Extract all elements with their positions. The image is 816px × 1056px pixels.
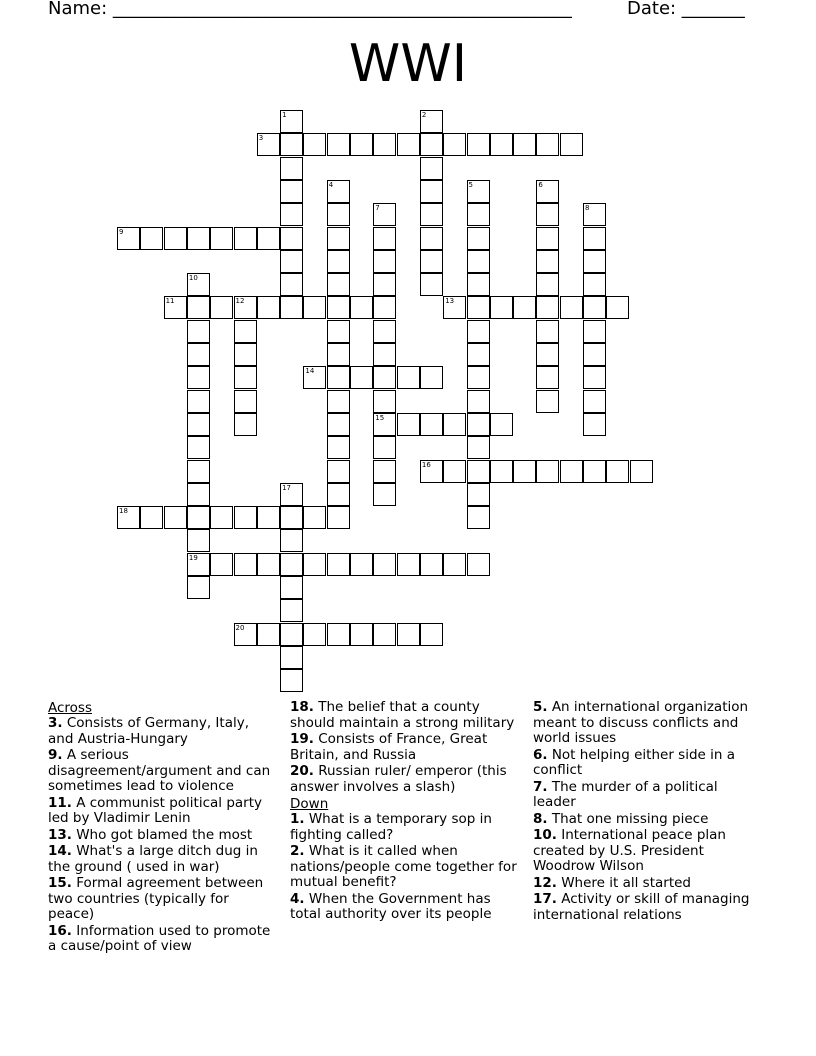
clue-number: 3: [258, 134, 264, 143]
grid-cell[interactable]: [280, 296, 303, 319]
clue-text: International peace plan created by U.S. President Woodrow Wilson: [533, 827, 726, 874]
grid-cell[interactable]: [280, 623, 303, 646]
grid-cell[interactable]: [467, 227, 490, 250]
grid-cell[interactable]: [257, 553, 280, 576]
grid-cell[interactable]: [327, 390, 350, 413]
clue-number: 13: [445, 297, 455, 306]
clue-number: 5.: [533, 699, 548, 715]
grid-cell[interactable]: [583, 296, 606, 319]
grid-cell[interactable]: [373, 366, 396, 389]
grid-cell[interactable]: [280, 553, 303, 576]
clue-number: 15: [375, 413, 385, 422]
grid-cell[interactable]: [257, 227, 280, 250]
grid-cell[interactable]: [280, 227, 303, 250]
grid-cell[interactable]: [234, 343, 257, 366]
grid-cell[interactable]: [280, 576, 303, 599]
grid-cell[interactable]: [187, 436, 210, 459]
grid-cell[interactable]: [443, 553, 466, 576]
clue-number: 4.: [290, 890, 305, 907]
grid-cell[interactable]: [420, 250, 443, 273]
clue-item: [290, 732, 525, 763]
grid-cell[interactable]: [327, 180, 350, 203]
grid-cell[interactable]: [303, 623, 326, 646]
grid-cell[interactable]: [467, 320, 490, 343]
grid-cell[interactable]: [420, 180, 443, 203]
grid-cell[interactable]: [420, 203, 443, 226]
name-field[interactable]: Name: ___________________________________________________: [48, 0, 572, 19]
grid-cell[interactable]: [467, 343, 490, 366]
clue-number: 12: [235, 297, 245, 306]
grid-cell[interactable]: [490, 133, 513, 156]
grid-cell[interactable]: [373, 273, 396, 296]
clue-number: 9.: [48, 747, 63, 763]
clue-item: [290, 700, 525, 731]
clue-number: 13.: [48, 826, 72, 843]
grid-cell[interactable]: [140, 506, 163, 529]
clue-number: 6.: [533, 746, 548, 763]
down-heading: Down: [290, 796, 329, 812]
clue-item: [48, 924, 278, 955]
grid-cell[interactable]: [583, 250, 606, 273]
grid-cell[interactable]: [280, 646, 303, 669]
clue-item: [48, 796, 278, 827]
clue-text: The belief that a county should maintain a strong military: [290, 699, 515, 731]
clue-number: 5: [468, 180, 473, 189]
clue-number: 17.: [533, 891, 557, 907]
grid-cell[interactable]: [187, 366, 210, 389]
grid-cell[interactable]: [536, 250, 559, 273]
grid-cell[interactable]: [164, 506, 187, 529]
grid-cell[interactable]: [327, 296, 350, 319]
grid-cell[interactable]: [536, 133, 559, 156]
grid-cell[interactable]: [187, 227, 210, 250]
grid-cell[interactable]: [373, 623, 396, 646]
clue-number: 20.: [290, 763, 314, 779]
grid-cell[interactable]: [467, 506, 490, 529]
grid-cell[interactable]: [187, 576, 210, 599]
clue-text: Consists of Germany, Italy, and Austria-Hungary: [48, 715, 250, 747]
grid-cell[interactable]: [280, 529, 303, 552]
grid-cell[interactable]: [536, 390, 559, 413]
grid-cell[interactable]: [443, 296, 466, 319]
grid-cell[interactable]: [234, 390, 257, 413]
clue-number: 18: [119, 507, 128, 516]
grid-cell[interactable]: [350, 623, 373, 646]
grid-cell[interactable]: [187, 296, 210, 319]
clue-text: What is a temporary sop in fighting called?: [290, 811, 492, 843]
grid-cell[interactable]: [513, 296, 536, 319]
clues-column-3: [533, 700, 763, 924]
clue-text: Activity or skill of managing international relations: [533, 891, 750, 923]
grid-cell[interactable]: [350, 553, 373, 576]
clue-item: [533, 812, 763, 828]
grid-cell[interactable]: [257, 506, 280, 529]
grid-cell[interactable]: [583, 343, 606, 366]
grid-cell[interactable]: [467, 460, 490, 483]
clue-item: [533, 748, 763, 779]
grid-cell[interactable]: [420, 227, 443, 250]
clue-number: 10: [188, 274, 198, 283]
grid-cell[interactable]: [490, 413, 513, 436]
clue-number: 6: [538, 180, 543, 189]
clue-number: 1: [282, 111, 287, 119]
grid-cell[interactable]: [280, 180, 303, 203]
grid-cell[interactable]: [280, 273, 303, 296]
grid-cell[interactable]: [187, 553, 210, 576]
grid-cell[interactable]: [280, 506, 303, 529]
clues-column-2: [290, 700, 525, 924]
grid-cell[interactable]: [280, 483, 303, 506]
grid-cell[interactable]: [536, 227, 559, 250]
grid-cell[interactable]: [373, 227, 396, 250]
clue-number: 10.: [533, 827, 557, 843]
clue-text: What is it called when nations/people come together for mutual benefit?: [290, 843, 517, 890]
grid-cell[interactable]: [327, 203, 350, 226]
page-title: WWI: [348, 34, 468, 94]
clue-item: [533, 780, 763, 811]
grid-cell[interactable]: [536, 320, 559, 343]
clue-number: 17: [282, 483, 292, 492]
grid-cell[interactable]: [536, 180, 559, 203]
grid-cell[interactable]: [583, 320, 606, 343]
clue-text: Information used to promote a cause/point of view: [48, 922, 271, 954]
grid-cell[interactable]: [373, 436, 396, 459]
grid-cell[interactable]: [350, 366, 373, 389]
grid-cell[interactable]: [397, 553, 420, 576]
clue-number: 19.: [290, 731, 314, 747]
clue-text: Formal agreement between two countries (typically for peace): [48, 875, 264, 922]
grid-cell[interactable]: [420, 553, 443, 576]
grid-cell[interactable]: [117, 506, 140, 529]
grid-cell[interactable]: [467, 413, 490, 436]
grid-cell[interactable]: [606, 460, 629, 483]
grid-cell[interactable]: [164, 227, 187, 250]
grid-cell[interactable]: [327, 553, 350, 576]
grid-cell[interactable]: [280, 669, 303, 692]
grid-cell[interactable]: [583, 227, 606, 250]
grid-cell[interactable]: [606, 296, 629, 319]
grid-cell[interactable]: [187, 343, 210, 366]
grid-cell[interactable]: [536, 296, 559, 319]
clue-number: 8.: [533, 810, 548, 827]
clue-item: [290, 844, 525, 891]
clue-text: That one missing piece: [547, 810, 709, 827]
clue-text: Not helping either side in a conflict: [533, 746, 735, 778]
grid-cell[interactable]: [373, 460, 396, 483]
grid-cell[interactable]: [327, 483, 350, 506]
grid-cell[interactable]: [234, 413, 257, 436]
grid-cell[interactable]: [560, 460, 583, 483]
grid-cell[interactable]: [373, 250, 396, 273]
grid-cell[interactable]: [210, 296, 233, 319]
clue-number: 8: [585, 204, 590, 213]
grid-cell[interactable]: [583, 460, 606, 483]
grid-cell[interactable]: [467, 133, 490, 156]
clue-item: [48, 716, 278, 747]
clue-number: 11: [165, 297, 175, 306]
grid-cell[interactable]: [420, 460, 443, 483]
date-field[interactable]: Date: _______: [627, 0, 745, 19]
clue-text: Russian ruler/ emperor (this answer involves a slash): [290, 763, 507, 795]
clue-number: 12.: [533, 874, 557, 891]
clue-item: [48, 748, 278, 795]
grid-cell[interactable]: [583, 203, 606, 226]
clue-number: 7: [375, 204, 380, 213]
grid-cell[interactable]: [583, 273, 606, 296]
grid-cell[interactable]: [443, 460, 466, 483]
grid-cell[interactable]: [373, 320, 396, 343]
grid-cell[interactable]: [420, 623, 443, 646]
across-heading: Across: [48, 700, 93, 716]
clue-number: 7.: [533, 778, 548, 795]
grid-cell[interactable]: [303, 553, 326, 576]
grid-cell[interactable]: [420, 157, 443, 180]
grid-cell[interactable]: [234, 320, 257, 343]
clue-number: 2.: [290, 843, 305, 859]
grid-cell[interactable]: [467, 203, 490, 226]
grid-cell[interactable]: [303, 133, 326, 156]
grid-cell[interactable]: [280, 250, 303, 273]
clue-item: [533, 700, 763, 747]
clue-number: 4: [328, 180, 334, 189]
grid-cell[interactable]: [350, 296, 373, 319]
clue-text: Consists of France, Great Britain, and Russia: [290, 731, 488, 763]
grid-cell[interactable]: [397, 623, 420, 646]
clue-number: 14.: [48, 843, 72, 859]
grid-cell[interactable]: [234, 553, 257, 576]
grid-cell[interactable]: [560, 296, 583, 319]
grid-cell[interactable]: [257, 133, 280, 156]
grid-cell[interactable]: [443, 133, 466, 156]
grid-cell[interactable]: [187, 273, 210, 296]
clue-text: A serious disagreement/argument and can sometimes lead to violence: [48, 747, 271, 794]
grid-cell[interactable]: [303, 506, 326, 529]
grid-cell[interactable]: [234, 296, 257, 319]
grid-cell[interactable]: [280, 110, 303, 133]
grid-cell[interactable]: [303, 296, 326, 319]
grid-cell[interactable]: [467, 250, 490, 273]
grid-cell[interactable]: [140, 227, 163, 250]
clue-text: When the Government has total authority over its people: [290, 890, 492, 922]
grid-cell[interactable]: [630, 460, 653, 483]
grid-cell[interactable]: [187, 460, 210, 483]
grid-cell[interactable]: [234, 227, 257, 250]
clue-number: 2: [421, 111, 427, 119]
clue-number: 11.: [48, 794, 72, 811]
grid-cell[interactable]: [467, 180, 490, 203]
grid-cell[interactable]: [467, 553, 490, 576]
grid-cell[interactable]: [490, 460, 513, 483]
grid-cell[interactable]: [373, 133, 396, 156]
grid-cell[interactable]: [467, 436, 490, 459]
grid-cell[interactable]: [187, 483, 210, 506]
grid-cell[interactable]: [234, 506, 257, 529]
grid-cell[interactable]: [280, 133, 303, 156]
grid-cell[interactable]: [513, 133, 536, 156]
clue-text: A communist political party led by Vladimir Lenin: [48, 794, 262, 826]
grid-cell[interactable]: [467, 483, 490, 506]
grid-cell[interactable]: [327, 623, 350, 646]
grid-cell[interactable]: [420, 133, 443, 156]
grid-cell[interactable]: [420, 110, 443, 133]
grid-cell[interactable]: [373, 483, 396, 506]
clue-text: Who got blamed the most: [71, 826, 253, 843]
grid-cell[interactable]: [397, 133, 420, 156]
clue-item: [533, 876, 763, 892]
grid-cell[interactable]: [443, 413, 466, 436]
grid-cell[interactable]: [536, 203, 559, 226]
grid-cell[interactable]: [373, 390, 396, 413]
grid-cell[interactable]: [467, 296, 490, 319]
grid-cell[interactable]: [327, 320, 350, 343]
clue-item: [48, 876, 278, 923]
grid-cell[interactable]: [560, 133, 583, 156]
clue-text: What's a large ditch dug in the ground ( used in war): [48, 843, 258, 875]
clue-item: [48, 828, 278, 844]
grid-cell[interactable]: [373, 203, 396, 226]
grid-cell[interactable]: [210, 506, 233, 529]
grid-cell[interactable]: [327, 273, 350, 296]
grid-cell[interactable]: [164, 296, 187, 319]
clue-item: [533, 828, 763, 875]
grid-cell[interactable]: [187, 390, 210, 413]
grid-cell[interactable]: [467, 273, 490, 296]
clue-number: 16: [421, 460, 431, 469]
grid-cell[interactable]: [420, 413, 443, 436]
grid-cell[interactable]: [373, 553, 396, 576]
grid-cell[interactable]: [536, 273, 559, 296]
grid-cell[interactable]: [583, 413, 606, 436]
clue-item: [290, 812, 525, 843]
clue-item: [290, 764, 525, 795]
grid-cell[interactable]: [327, 366, 350, 389]
grid-cell[interactable]: [327, 227, 350, 250]
grid-cell[interactable]: [280, 599, 303, 622]
grid-cell[interactable]: [257, 623, 280, 646]
grid-cell[interactable]: [536, 343, 559, 366]
grid-cell[interactable]: [327, 133, 350, 156]
clue-text: Where it all started: [556, 874, 691, 891]
grid-cell[interactable]: [350, 133, 373, 156]
grid-cell[interactable]: [280, 203, 303, 226]
grid-cell[interactable]: [280, 157, 303, 180]
grid-cell[interactable]: [490, 296, 513, 319]
clue-number: 19: [188, 553, 198, 562]
grid-cell[interactable]: [234, 623, 257, 646]
grid-cell[interactable]: [373, 413, 396, 436]
grid-cell[interactable]: [513, 460, 536, 483]
grid-cell[interactable]: [327, 250, 350, 273]
clues-column-1: [48, 700, 278, 956]
grid-cell[interactable]: [210, 553, 233, 576]
grid-cell[interactable]: [536, 366, 559, 389]
clue-number: 16.: [48, 922, 72, 939]
clue-item: [533, 892, 763, 923]
grid-cell[interactable]: [397, 413, 420, 436]
grid-cell[interactable]: [327, 436, 350, 459]
clue-text: The murder of a political leader: [533, 778, 718, 810]
grid-cell[interactable]: [210, 227, 233, 250]
clue-number: 18.: [290, 699, 314, 715]
clue-number: 3.: [48, 715, 63, 731]
grid-cell[interactable]: [327, 460, 350, 483]
grid-cell[interactable]: [373, 296, 396, 319]
clue-number: 1.: [290, 811, 305, 827]
grid-cell[interactable]: [327, 413, 350, 436]
grid-cell[interactable]: [397, 366, 420, 389]
grid-cell[interactable]: [257, 296, 280, 319]
grid-cell[interactable]: [583, 390, 606, 413]
clue-number: 20: [235, 623, 245, 632]
clue-text: An international organization meant to discuss conflicts and world issues: [533, 699, 749, 746]
grid-cell[interactable]: [327, 506, 350, 529]
grid-cell[interactable]: [583, 366, 606, 389]
grid-cell[interactable]: [187, 529, 210, 552]
grid-cell[interactable]: [187, 506, 210, 529]
clue-item: [48, 844, 278, 875]
grid-cell[interactable]: [467, 366, 490, 389]
grid-cell[interactable]: [187, 320, 210, 343]
grid-cell[interactable]: [117, 227, 140, 250]
grid-cell[interactable]: [467, 390, 490, 413]
grid-cell[interactable]: [327, 343, 350, 366]
grid-cell[interactable]: [303, 366, 326, 389]
grid-cell[interactable]: [536, 460, 559, 483]
clue-item: [290, 892, 525, 923]
grid-cell[interactable]: [373, 343, 396, 366]
grid-cell[interactable]: [234, 366, 257, 389]
clue-number: 14: [305, 367, 315, 376]
clue-number: 9: [119, 227, 124, 236]
grid-cell[interactable]: [187, 413, 210, 436]
grid-cell[interactable]: [420, 366, 443, 389]
clue-number: 15.: [48, 875, 72, 891]
grid-cell[interactable]: [420, 273, 443, 296]
